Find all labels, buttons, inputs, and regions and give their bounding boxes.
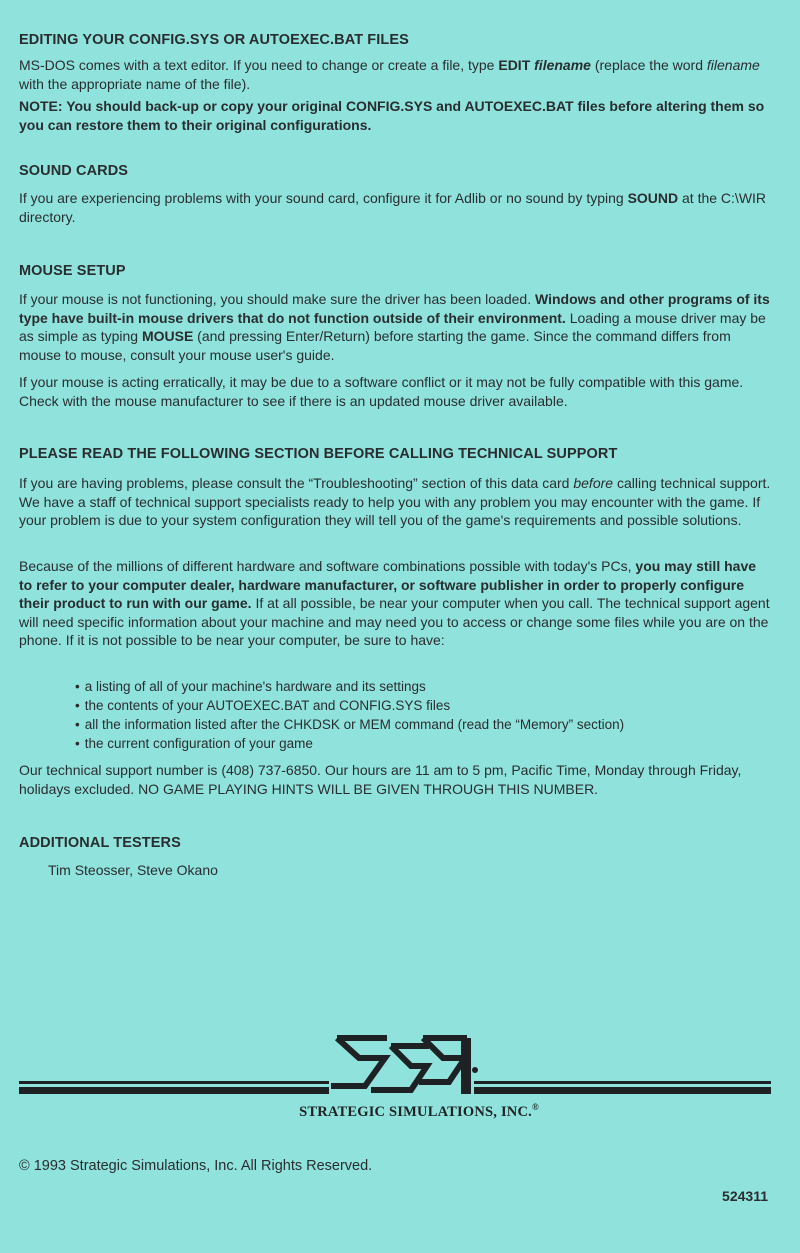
mouse-heading: MOUSE SETUP [19, 263, 126, 279]
editing-heading: EDITING YOUR CONFIG.SYS OR AUTOEXEC.BAT FILES [19, 32, 409, 48]
mouse-command: MOUSE [141, 328, 194, 344]
mouse-paragraph-1 [19, 290, 771, 364]
testers-heading: ADDITIONAL TESTERS [19, 835, 181, 851]
sound-text-b: at the C:\WIR directory. [19, 190, 767, 225]
support2-bold: you may still have to refer to your computer dealer, hardware manufacturer, or software publisher in order to properly configure their product to run with our game. [19, 558, 757, 611]
mouse-bold: Windows and other programs of its type have built-in mouse drivers that do not function outside of their environment. [19, 291, 770, 326]
mouse-text-b: Loading a mouse driver may be as simple as typing [19, 309, 766, 344]
support-paragraph-2 [19, 557, 771, 650]
company-name [269, 1102, 569, 1121]
part-number: 524311 [722, 1188, 768, 1204]
list-item: • the contents of your AUTOEXEC.BAT and CONFIG.SYS files [75, 696, 624, 715]
support-paragraph-1 [19, 474, 771, 530]
support-before: before [573, 475, 614, 491]
editing-paragraph [19, 56, 771, 93]
support-heading: PLEASE READ THE FOLLOWING SECTION BEFORE CALLING TECHNICAL SUPPORT [19, 446, 618, 462]
support-text-a: If you are having problems, please consult the “Troubleshooting” section of this data card [19, 475, 574, 491]
sound-command: SOUND [627, 190, 679, 206]
editing-text-a: MS-DOS comes with a text editor. If you need to change or create a file, type [19, 57, 499, 73]
support-checklist [75, 677, 624, 753]
edit-arg: filename [534, 57, 591, 73]
edit-command: EDIT [498, 57, 535, 73]
editing-text-c: with the appropriate name of the file). [19, 75, 251, 92]
mouse-paragraph-2: If your mouse is acting erratically, it may be due to a software conflict or it may not be fully compatible with this game. Check with the mouse manufacturer to see if there is an updated mouse driver available. [19, 374, 744, 409]
list-item: • a listing of all of your machine's hardware and its settings [75, 677, 624, 696]
copyright-text: © 1993 Strategic Simulations, Inc. All Rights Reserved. [19, 1158, 373, 1174]
support2-text-b: If at all possible, be near your computer when you call. The technical support agent will need specific information about your machine and may need you to access or change some files while you are on the phone. If it is not possible to be near your computer, be sure to have: [19, 595, 770, 648]
sound-heading: SOUND CARDS [19, 163, 129, 179]
filename-word: filename [706, 57, 760, 73]
mouse-text-c: (and pressing Enter/Return) before starting the game. Since the command differs from mouse to mouse, consult your mouse user's guide. [19, 328, 731, 363]
editing-note: NOTE: You should back-up or copy your original CONFIG.SYS and AUTOEXEC.BAT files before altering them so you can restore them to their original configurations. [19, 98, 765, 133]
sound-text-a: If you are experiencing problems with your sound card, configure it for Adlib or no sound by typing [19, 190, 628, 206]
support-text-b: calling technical support. We have a staff of technical support specialists ready to help you with any problem you may encounter with the game. If your problem is due to your system configuration they will tell you of the game's requirements and possible solutions. [19, 475, 771, 528]
company-name-text: STRATEGIC SIMULATIONS, INC. [299, 1103, 532, 1120]
list-item: • all the information listed after the CHKDSK or MEM command (read the “Memory” section) [75, 715, 624, 734]
ssi-logo-graphic [19, 1030, 771, 1100]
sound-paragraph [19, 189, 771, 226]
list-item: • the current configuration of your game [75, 734, 624, 753]
registered-mark: ® [531, 1102, 539, 1112]
support-paragraph-3: Our technical support number is (408) 737-6850. Our hours are 11 am to 5 pm, Pacific Time, Monday through Friday, holidays excluded. NO GAME PLAYING HINTS WILL BE GIVEN THROUGH THIS NUMBER. [19, 762, 742, 797]
editing-text-b: (replace the word [590, 57, 707, 73]
mouse-text-a: If your mouse is not functioning, you should make sure the driver has been loaded. [19, 291, 535, 307]
testers-names: Tim Steosser, Steve Okano [48, 862, 218, 878]
ssi-logo [19, 1030, 771, 1130]
support2-text-a: Because of the millions of different hardware and software combinations possible with today's PCs, [19, 558, 636, 574]
